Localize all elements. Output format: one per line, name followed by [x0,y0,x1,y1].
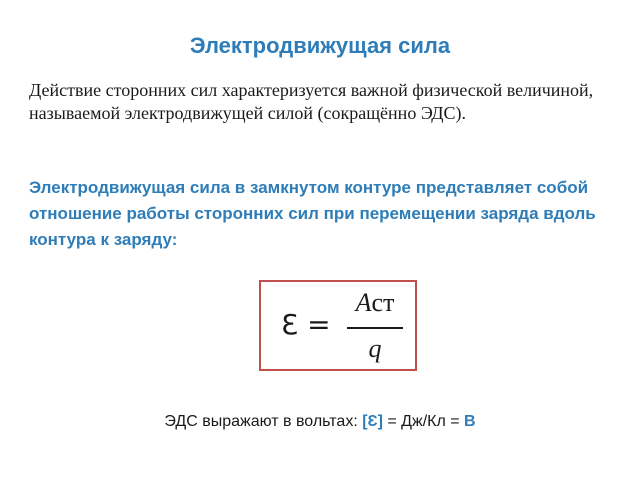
formula-denominator: q [368,334,382,363]
formula-fraction [347,288,403,368]
units-symbol: [Ɛ] [362,413,383,430]
units-equation: = Дж/Кл = [387,413,460,430]
intro-paragraph: Действие сторонних сил характеризуется важной физической величиной, называемой электродвижущей силой (сокращённо ЭДС). [29,80,594,123]
units-line [0,413,640,431]
formula-numerator-subscript: ст [371,288,395,317]
definition-paragraph: Электродвижущая сила в замкнутом контуре представляет собой отношение работы сторонних сил при перемещении заряда вдоль контура к заряду: [29,178,596,249]
formula-numerator-symbol: A [355,288,372,317]
units-prefix: ЭДС выражают в вольтах: [164,413,358,430]
formula-numerator [347,288,403,318]
emf-formula-box [259,280,417,371]
formula-lhs: Ɛ = [281,308,331,341]
slide-title: Электродвижущая сила [189,33,451,58]
fraction-bar [347,327,403,329]
units-unit: В [464,413,476,430]
